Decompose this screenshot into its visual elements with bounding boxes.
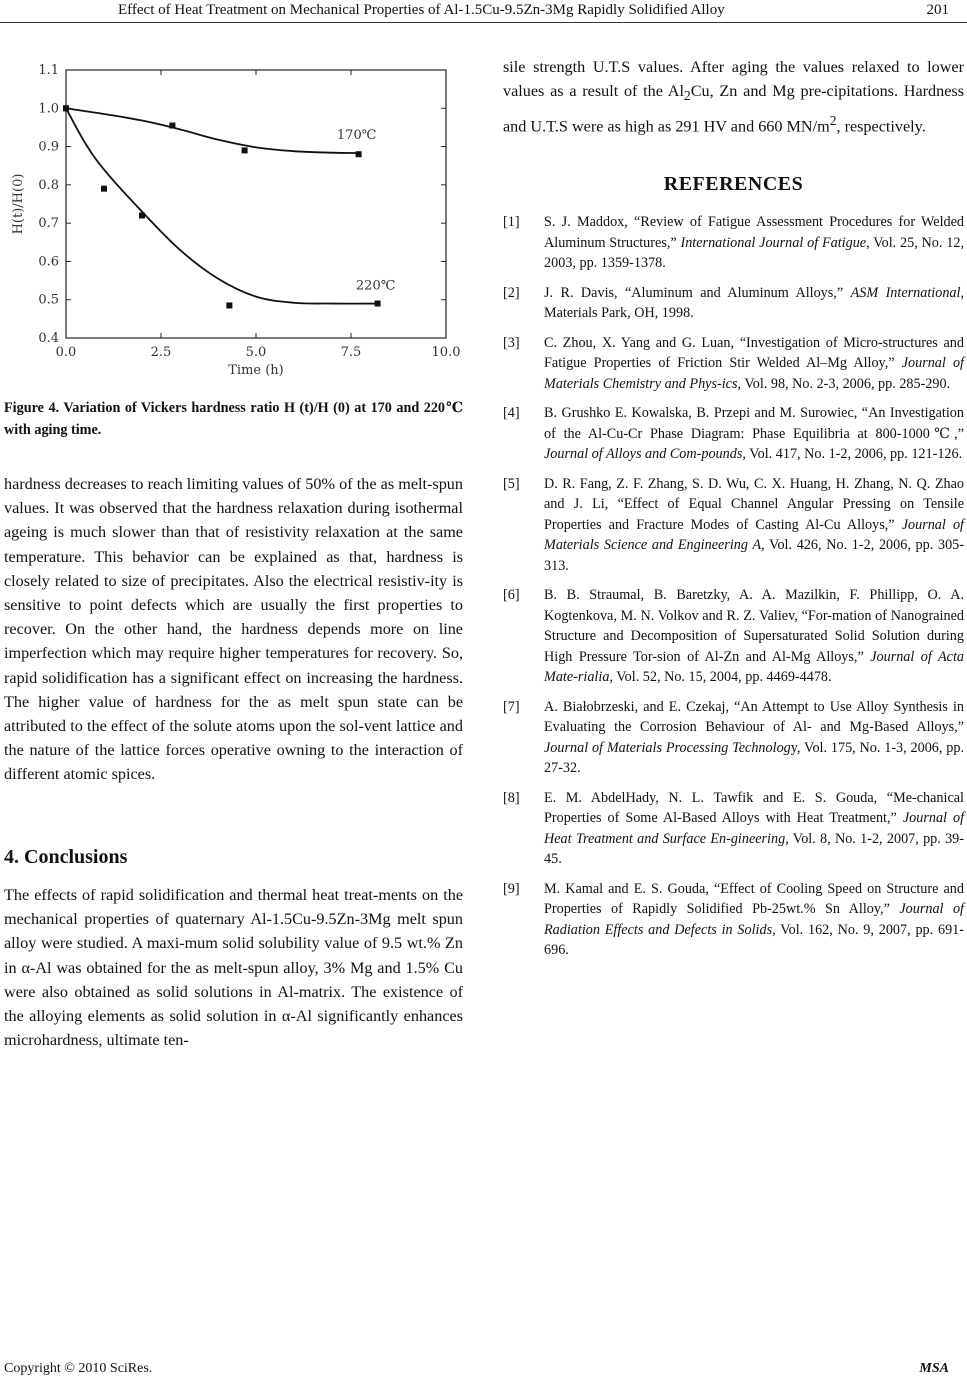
body-paragraph: hardness decreases to reach limiting values of 50% of the as melt-spun values. It was observed that the hardness relaxation during isothermal ageing is much slower than that of resistivity relaxation at the same temperature. This behavior can be explained as that, hardness is closely related to size of precipitates. Also the electrical resistiv-ity is sensitive to point defects which are usually the first properties to recover. On the other hand, the hardness depends more on line imperfection which may require higher temperatures for recovery. So, rapid solidification has a significant effect on increasing the hardness. The higher value of hardness for the as melt spun state can be attributed to the effect of the solute atoms upon the sol-vent lattice and the nature of the lattice forces operative owning to the interaction of different atomic spices.: [4, 475, 463, 784]
x-tick-label: 2.5: [150, 345, 172, 360]
data-point: [139, 212, 145, 218]
y-axis-label: H(t)/H(0): [11, 173, 26, 235]
reference-item: [503, 474, 964, 577]
reference-number: [1]: [503, 214, 520, 230]
y-tick-label: 0.7: [38, 216, 59, 232]
y-tick-label: 0.5: [38, 292, 59, 308]
reference-journal: Journal of Alloys and Com-pounds: [544, 446, 743, 462]
references-list: [503, 212, 964, 970]
reference-details: y, Vol. 175, No. 1-3, 2006, pp. 27-32.: [544, 739, 965, 776]
reference-number: [4]: [503, 405, 520, 421]
section-heading: 4. Conclusions: [4, 846, 128, 868]
x-tick-label: 0.0: [55, 345, 77, 360]
reference-item: [503, 403, 964, 465]
footer-journal: MSA: [919, 1361, 949, 1376]
paragraph-text-1: sile strength U.T.S values. After aging the values relaxed to lower values as a result of the Al: [503, 58, 964, 101]
data-point: [63, 105, 69, 111]
reference-journal: Journal of Acta Mate-rialia: [544, 648, 964, 685]
page-header: [0, 0, 967, 23]
reference-item: [503, 788, 964, 870]
page-number: 201: [926, 2, 949, 18]
reference-number: [3]: [503, 334, 520, 351]
footer-copyright: Copyright © 2010 SciRes.: [4, 1361, 153, 1376]
reference-details: , Vol. 25, No. 12, 2003, pp. 1359-1378.: [544, 234, 964, 271]
reference-number: [5]: [503, 475, 520, 492]
figure-caption: Figure 4. Variation of Vickers hardness ratio H (t)/H (0) at 170 and 220℃ with aging time.: [4, 400, 463, 438]
reference-journal: Journal of Heat Treatment and Surface En-gineering: [544, 810, 965, 847]
reference-item: [503, 333, 964, 395]
reference-item: [503, 585, 964, 688]
right-column-paragraph: [503, 55, 964, 138]
reference-text: S. J. Maddox, “Review of Fatigue Assessment Procedures for Welded Aluminum Structures,”: [544, 214, 964, 251]
reference-number: [9]: [503, 880, 520, 897]
reference-journal: Journal of Materials Processing Technolog: [544, 739, 791, 756]
reference-text: C. Zhou, X. Yang and G. Luan, “Investigation of Micro-structures and Fatigue Properties of Friction Stir Welded Al–Mg Alloy,”: [544, 334, 964, 371]
data-point: [169, 123, 175, 129]
reference-journal: Journal of Materials Chemistry and Phys-ics: [544, 355, 964, 392]
x-axis-label: Time (h): [228, 363, 284, 378]
reference-item: [503, 697, 964, 779]
reference-details: , Vol. 52, No. 15, 2004, pp. 4469-4478.: [609, 669, 832, 685]
reference-text: M. Kamal and E. S. Gouda, “Effect of Cooling Speed on Structure and Properties of Rapidly Solidified Pb-25wt.% Sn Alloy,”: [544, 880, 964, 917]
y-tick-label: 0.6: [38, 254, 59, 270]
figure-4: [4, 40, 463, 385]
series-label: 220℃: [355, 278, 396, 294]
reference-details: , Vol. 162, No. 9, 2007, pp. 691-696.: [544, 921, 964, 958]
fit-curve-0: [66, 108, 359, 153]
reference-text: J. R. Davis, “Aluminum and Aluminum Alloys,”: [544, 284, 851, 301]
y-tick-label: 1.0: [38, 101, 59, 117]
data-point: [101, 186, 107, 192]
reference-details: , Materials Park, OH, 1998.: [544, 284, 965, 321]
reference-text: E. M. AbdelHady, N. L. Tawfik and E. S. Gouda, “Me-chanical Properties of Some Al-Based Alloys with Heat Treatment,”: [544, 789, 964, 826]
paragraph-text-3: , respectively.: [836, 117, 926, 136]
reference-details: , Vol. 98, No. 2-3, 2006, pp. 285-290.: [737, 375, 951, 392]
reference-item: [503, 879, 964, 961]
reference-text: D. R. Fang, Z. F. Zhang, S. D. Wu, C. X. Huang, H. Zhang, N. Q. Zhao and J. Li, “Effect of Equal Channel Angular Pressing on Tensile Properties and Fracture Modes of Casting Al-Cu Alloys,”: [544, 475, 964, 533]
reference-item: [503, 212, 964, 274]
reference-number: [2]: [503, 284, 520, 301]
data-point: [242, 147, 248, 153]
x-tick-label: 7.5: [340, 345, 362, 360]
reference-number: [7]: [503, 698, 520, 715]
data-point: [356, 151, 362, 157]
x-tick-label: 10.0: [431, 345, 461, 360]
reference-journal: Journal of Radiation Effects and Defects in Solids: [544, 901, 964, 938]
reference-number: [8]: [503, 789, 520, 806]
fit-curve-1: [66, 108, 378, 303]
subscript: 2: [683, 88, 691, 104]
reference-journal: ASM International: [850, 284, 961, 301]
y-tick-label: 1.1: [38, 63, 59, 78]
y-tick-label: 0.9: [38, 139, 59, 155]
y-tick-label: 0.4: [38, 331, 59, 346]
reference-details: , Vol. 426, No. 1-2, 2006, pp. 305-313.: [544, 537, 964, 574]
running-title: Effect of Heat Treatment on Mechanical Properties of Al-1.5Cu-9.5Zn-3Mg Rapidly Solidified Alloy: [118, 2, 725, 18]
reference-item: [503, 283, 964, 324]
reference-details: , Vol. 417, No. 1-2, 2006, pp. 121-126.: [742, 446, 963, 462]
reference-text: B. Grushko E. Kowalska, B. Przepi and M. Surowiec, “An Investigation of the Al-Cu-Cr Phase Diagram: Phase Equilibria at 800-1000℃,”: [544, 405, 964, 442]
data-point: [226, 302, 232, 308]
hardness-ratio-chart: [4, 40, 463, 385]
reference-details: , Vol. 8, No. 1-2, 2007, pp. 39-45.: [544, 830, 965, 867]
y-tick-label: 0.8: [38, 177, 59, 193]
reference-journal: Journal of Materials Science and Engineering A: [544, 516, 965, 553]
data-point: [375, 301, 381, 307]
plot-frame: [66, 70, 446, 338]
reference-journal: International Journal of Fatigue: [680, 234, 867, 251]
reference-text: A. Białobrzeski, and E. Czekaj, “An Attempt to Use Alloy Synthesis in Evaluating the Corrosion Behaviour of Al- and Mg-Based Alloys,”: [544, 698, 964, 735]
series-label: 170℃: [336, 128, 377, 144]
reference-text: B. B. Straumal, B. Baretzky, A. A. Mazilkin, F. Phillipp, O. A. Kogtenkova, M. N. Volkov and R. Z. Valiev, “For-mation of Nanograined Structure and Decomposition of Supersaturated Solid Solution during High Pressure Tor-sion of Al-Zn and Al-Mg Alloys,”: [544, 587, 964, 665]
x-tick-label: 5.0: [245, 345, 267, 360]
reference-number: [6]: [503, 587, 520, 603]
references-heading: REFERENCES: [663, 173, 804, 195]
superscript: 2: [829, 112, 837, 128]
paragraph-text-2: Cu, Zn and Mg pre-cipitations. Hardness and U.T.S were as high as 291 HV and 660 MN/m: [503, 82, 964, 136]
conclusions-paragraph: The effects of rapid solidification and thermal heat treat-ments on the mechanical properties of quaternary Al-1.5Cu-9.5Zn-3Mg melt spun alloy were studied. A maxi-mum solid solubility value of 9.5 wt.% Zn in α-Al was obtained for the as melt-spun alloy, 3% Mg and 1.5% Cu were also obtained as solid solutions in Al-matrix. The existence of the alloying elements as solid solution in α-Al significantly enhances microhardness, ultimate ten-: [4, 886, 463, 1050]
